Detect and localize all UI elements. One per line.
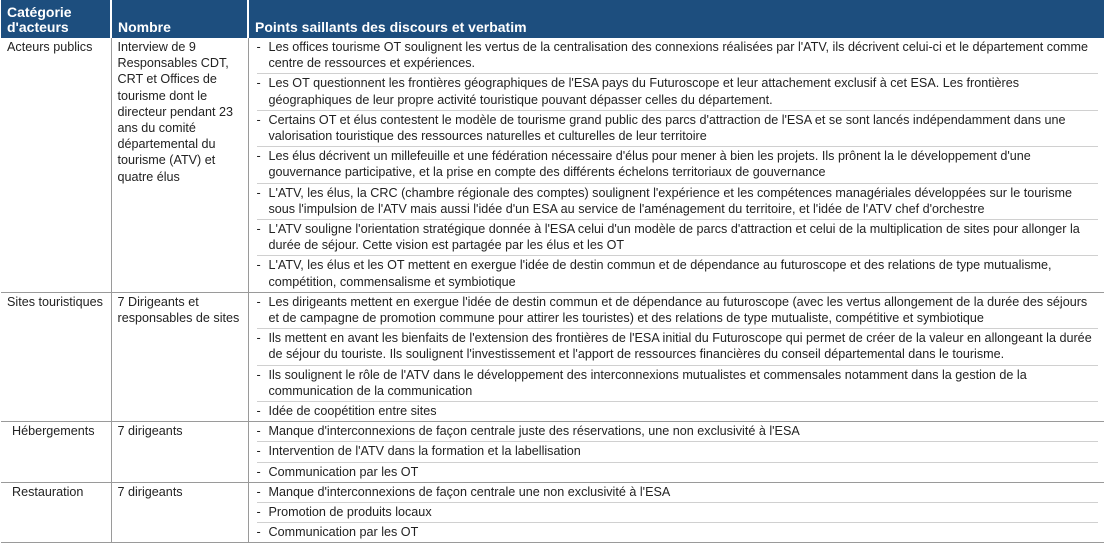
category-label: Acteurs publics bbox=[7, 40, 93, 54]
points-cell bbox=[248, 422, 1104, 483]
table-row bbox=[1, 38, 1104, 292]
verbatim-table bbox=[1, 0, 1104, 543]
point-item bbox=[257, 366, 1099, 402]
point-item bbox=[257, 402, 1099, 421]
dash-bullet: - bbox=[256, 424, 261, 439]
header-points: Points saillants des discours et verbatim bbox=[248, 0, 1104, 38]
table-row bbox=[1, 482, 1104, 543]
point-text: Promotion de produits locaux bbox=[268, 505, 432, 520]
point-item bbox=[257, 329, 1099, 365]
table-body bbox=[1, 38, 1104, 543]
nombre-cell: 7 dirigeants bbox=[111, 482, 248, 543]
point-item bbox=[257, 38, 1099, 74]
category-cell bbox=[1, 422, 111, 483]
dash-bullet: - bbox=[256, 444, 261, 459]
category-cell bbox=[1, 482, 111, 543]
dash-bullet: - bbox=[256, 484, 261, 499]
point-text: Ils soulignent le rôle de l'ATV dans le développement des interconnexions mutualistes et commensales notamment dans la gestion de la communication de la communication bbox=[268, 367, 1027, 398]
point-item bbox=[257, 256, 1099, 291]
point-item bbox=[257, 293, 1099, 329]
point-item bbox=[257, 74, 1099, 110]
point-text: Idée de coopétition entre sites bbox=[268, 404, 437, 419]
point-item bbox=[257, 503, 1099, 523]
dash-bullet: - bbox=[256, 294, 261, 309]
category-label: Hébergements bbox=[12, 424, 95, 439]
point-item bbox=[257, 463, 1099, 482]
point-item bbox=[257, 220, 1099, 256]
point-item bbox=[257, 422, 1099, 442]
table-row bbox=[1, 292, 1104, 421]
point-text: Les élus décrivent un millefeuille et une fédération nécessaire d'élus pour mener à bien les projets. Ils prônent la le développement d'une gouvernance participative, et la prise en compte des différents échelons territoriaux de gouvernance bbox=[268, 149, 1031, 180]
nombre-cell: 7 dirigeants bbox=[111, 422, 248, 483]
point-item bbox=[257, 184, 1099, 220]
point-text: L'ATV, les élus et les OT mettent en exergue l'idée de destin commun et de dépendance au futuroscope et des relations de type mutualisme, compétition, commensalisme et symbiotique bbox=[268, 258, 1052, 289]
point-text: Manque d'interconnexions de façon centrale juste des réservations, une non exclusivité à l'ESA bbox=[268, 424, 800, 439]
point-text: Certains OT et élus contestent le modèle de tourisme grand public des parcs d'attraction de l'ESA et se sont lancés indépendamment dans une valorisation touristique des ressources naturelles et culturelles de leur territoire bbox=[268, 112, 1066, 144]
dash-bullet: - bbox=[256, 149, 261, 164]
dash-bullet: - bbox=[256, 404, 261, 419]
category-cell bbox=[1, 292, 111, 421]
dash-bullet: - bbox=[256, 222, 261, 237]
dash-bullet: - bbox=[256, 185, 261, 200]
point-text: L'ATV souligne l'orientation stratégique donnée à l'ESA celui d'un modèle de parcs d'attraction et celui de la multiplication de sites pour allonger la durée de séjour. Cette vision est partagée par les élus et les OT bbox=[268, 222, 1080, 253]
dash-bullet: - bbox=[256, 367, 261, 382]
point-text: Les dirigeants mettent en exergue l'idée de destin commun et de dépendance au futuroscope (avec les vertus allongement de la durée des séjours et de campagne de promotion commune pour attirer les touristes) et des relations de type mutualiste, compétitive et symbiotique bbox=[268, 294, 1088, 326]
points-cell bbox=[248, 292, 1104, 421]
category-label: Restauration bbox=[12, 484, 84, 499]
point-text: Les OT questionnent les frontières géographiques de l'ESA pays du Futuroscope et leur attachement exclusif à cet ESA. Les frontières géographiques de leur propre activité touristique pouvant dépasser celles du département. bbox=[268, 76, 1020, 107]
nombre-cell: Interview de 9 Responsables CDT, CRT et Offices de tourisme dont le directeur pendant 23 ans du comité départemental du tourisme (ATV) et quatre élus bbox=[111, 38, 248, 292]
point-text: L'ATV, les élus, la CRC (chambre régionale des comptes) soulignent l'expérience et les compétences managériales développées sur le tourisme sous l'impulsion de l'ATV mais aussi l'idée d'un ESA au service de l'aménagement du territoire, et l'idée de l'ATV chef d'orchestre bbox=[268, 185, 1073, 216]
dash-bullet: - bbox=[256, 76, 261, 91]
point-text: Les offices tourisme OT soulignent les vertus de la centralisation des connexions réalisées par l'ATV, ils décrivent celui-ci et le département comme centre de ressources et expériences. bbox=[268, 40, 1089, 71]
point-item bbox=[257, 523, 1099, 542]
dash-bullet: - bbox=[256, 258, 261, 273]
category-cell bbox=[1, 38, 111, 292]
category-label: Sites touristiques bbox=[7, 294, 103, 309]
header-categorie: Catégorie d'acteurs bbox=[1, 0, 111, 38]
header-nombre: Nombre bbox=[111, 0, 248, 38]
point-text: Manque d'interconnexions de façon centrale une non exclusivité à l'ESA bbox=[268, 484, 671, 499]
point-text: Intervention de l'ATV dans la formation et la labellisation bbox=[268, 444, 581, 459]
dash-bullet: - bbox=[256, 40, 261, 54]
dash-bullet: - bbox=[256, 464, 261, 479]
table-header-row bbox=[1, 0, 1104, 38]
points-cell bbox=[248, 482, 1104, 543]
point-text: Communication par les OT bbox=[268, 464, 419, 479]
dash-bullet: - bbox=[256, 505, 261, 520]
dash-bullet: - bbox=[256, 331, 261, 346]
table-row bbox=[1, 422, 1104, 483]
dash-bullet: - bbox=[256, 525, 261, 540]
point-item bbox=[257, 483, 1099, 503]
dash-bullet: - bbox=[256, 112, 261, 127]
point-text: Communication par les OT bbox=[268, 525, 419, 540]
point-item bbox=[257, 147, 1099, 183]
nombre-cell: 7 Dirigeants et responsables de sites bbox=[111, 292, 248, 421]
points-cell bbox=[248, 38, 1104, 292]
point-item bbox=[257, 442, 1099, 462]
point-text: Ils mettent en avant les bienfaits de l'extension des frontières de l'ESA initial du Futuroscope qui permet de créer de la valeur en allongeant la durée de séjour du touriste. Ils soulignent l'investissement et l'apport de ressources financières du conseil départemental dans le tourisme. bbox=[268, 331, 1092, 362]
point-item bbox=[257, 111, 1099, 147]
